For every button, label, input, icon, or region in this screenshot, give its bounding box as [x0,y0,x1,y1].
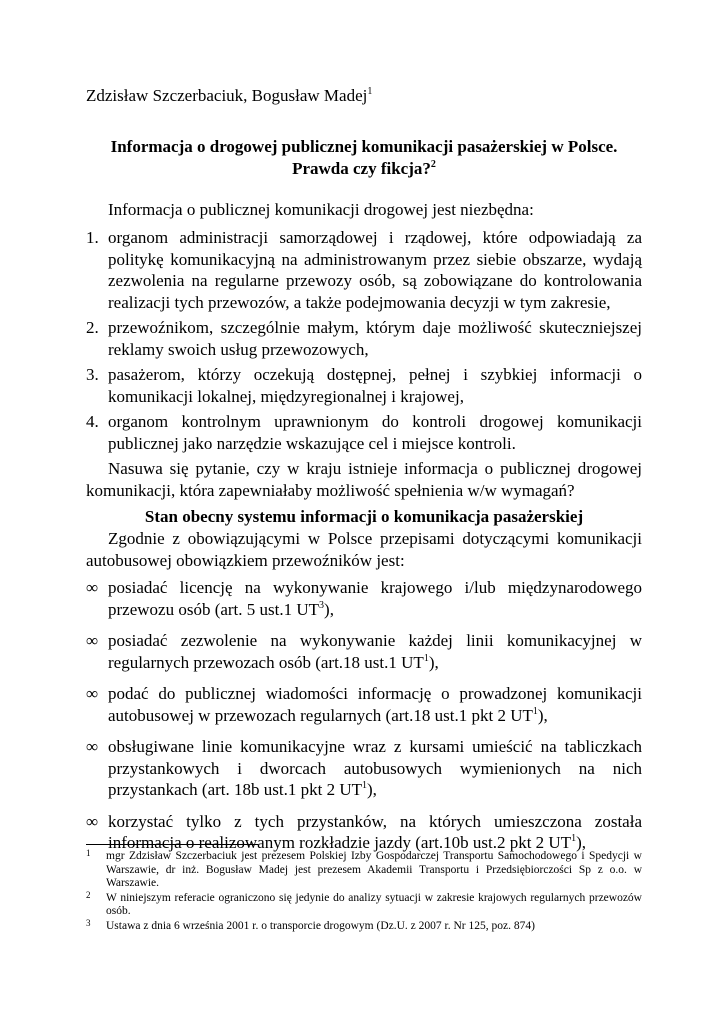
footnote-ref: 1 [423,652,429,664]
item-number: 2. [86,318,99,337]
item-text: korzystać tylko z tych przystanków, na których umieszczona została informacja o realizowanym rozkładzie jazdy (art.10b ust.2 pkt 2 UT [108,811,642,852]
item-text: organom administracji samorządowej i rządowej, które odpowiadają za politykę komunikacyjną na administrowanym przez siebie obszarze, wydają zezwolenia na regularne przewozy osób, są zobowiązane do kontrolowania realizacji tych przewozów, a także podejmowania decyzji w tym zakresie, [108,228,642,312]
item-text: obsługiwane linie komunikacyjne wraz z kursami umieścić na tabliczkach przystankowych i dworcach autobusowych wymienionych na nich przystankach (art. 18b ust.1 pkt 2 UT [108,737,642,799]
footnote [86,850,642,891]
item-tail: ), [324,599,334,619]
item-text: podać do publicznej wiadomości informację o prowadzonej komunikacji autobusowej w przewozach regularnych (art.18 ust.1 pkt 2 UT [108,684,642,725]
footnote-text: mgr Zdzisław Szczerbaciuk jest prezesem Polskiej Izby Gospodarczej Transportu Samochodowego i Spedycji w Warszawie, dr inż. Bogusław Madej jest prezesem Akademii Transportu i Przedsiębiorczości Sp z o.o. w Warszawie. [106,850,642,889]
list-item [86,630,642,673]
item-text: pasażerom, którzy oczekują dostępnej, pełnej i szybkiej informacji o komunikacji lokalnej, międzyregionalnej i krajowej, [108,365,642,406]
list-item [86,736,642,801]
authors-line [86,86,642,106]
item-text: organom kontrolnym uprawnionym do kontroli drogowej komunikacji publicznej jako narzędzie wskazujące cel i miejsce kontroli. [108,412,642,453]
infinity-bullet-icon: ∞ [86,578,99,597]
footnote-ref: 2 [430,159,436,170]
title-line-2: Prawda czy fikcja? [292,159,431,178]
intro-paragraph: Informacja o publicznej komunikacji drogowej jest niezbędna: [108,200,534,219]
footnote-divider [86,844,258,845]
footnote-ref: 1 [367,86,373,97]
footnote-number: 2 [86,889,91,900]
item-number: 1. [86,228,99,247]
list-item [86,364,642,407]
footnote-text: Ustawa z dnia 6 września 2001 r. o transporcie drogowym (Dz.U. z 2007 r. Nr 125, poz. 874) [106,919,535,932]
list-item [86,411,642,454]
infinity-bullet-icon: ∞ [86,811,99,831]
requirements-list [86,227,642,454]
title-line-1: Informacja o drogowej publicznej komunikacji pasażerskiej w Polsce. [110,137,618,156]
infinity-bullet-icon: ∞ [86,684,99,703]
section-intro: Zgodnie z obowiązującymi w Polsce przepisami dotyczącymi komunikacji autobusowej obowiązkiem przewoźników jest: [86,529,642,570]
footnotes [86,850,642,934]
footnote-ref: 3 [319,599,325,611]
footnote [86,917,642,934]
section-heading: Stan obecny systemu informacji o komunikacja pasażerskiej [144,507,584,526]
item-text: posiadać zezwolenie na wykonywanie każdej linii komunikacyjnej w regularnych przewozach osób (art.18 ust.1 UT [108,631,642,672]
question-paragraph: Nasuwa się pytanie, czy w kraju istnieje informacja o publicznej drogowej komunikacji, która zapewniałaby możliwość spełnienia w/w wymagań? [86,459,642,500]
item-number: 4. [86,412,99,431]
item-number: 3. [86,365,99,384]
footnote-number: 1 [86,848,91,858]
footnote-ref: 1 [571,833,577,844]
document-body [86,86,642,864]
infinity-bullet-icon: ∞ [86,737,99,756]
duties-list [86,577,642,854]
item-text: przewoźnikom, szczególnie małym, którym daje możliwość skuteczniejszej reklamy swoich usług przewozowych, [108,318,642,359]
item-tail: ), [367,780,377,799]
item-tail: ), [576,833,587,852]
list-item [86,683,642,726]
document-title [86,136,642,180]
list-item [86,227,642,313]
authors: Zdzisław Szczerbaciuk, Bogusław Madej [86,86,368,105]
item-tail: ), [537,705,548,725]
infinity-bullet-icon: ∞ [86,631,99,650]
footnote-ref: 1 [362,780,367,791]
list-item [86,811,642,854]
list-item [86,577,642,620]
footnote-number: 3 [86,917,91,928]
item-tail: ), [428,652,439,672]
footnote-ref: 1 [532,705,538,717]
footnote [86,889,642,919]
item-text: posiadać licencję na wykonywanie krajowego i/lub międzynarodowego przewozu osób (art. 5 ust.1 UT [108,578,642,619]
footnote-text: W niniejszym referacie ograniczono się jedynie do analizy sytuacji w zakresie krajowych regularnych przewozów osób. [106,891,642,917]
list-item [86,317,642,360]
